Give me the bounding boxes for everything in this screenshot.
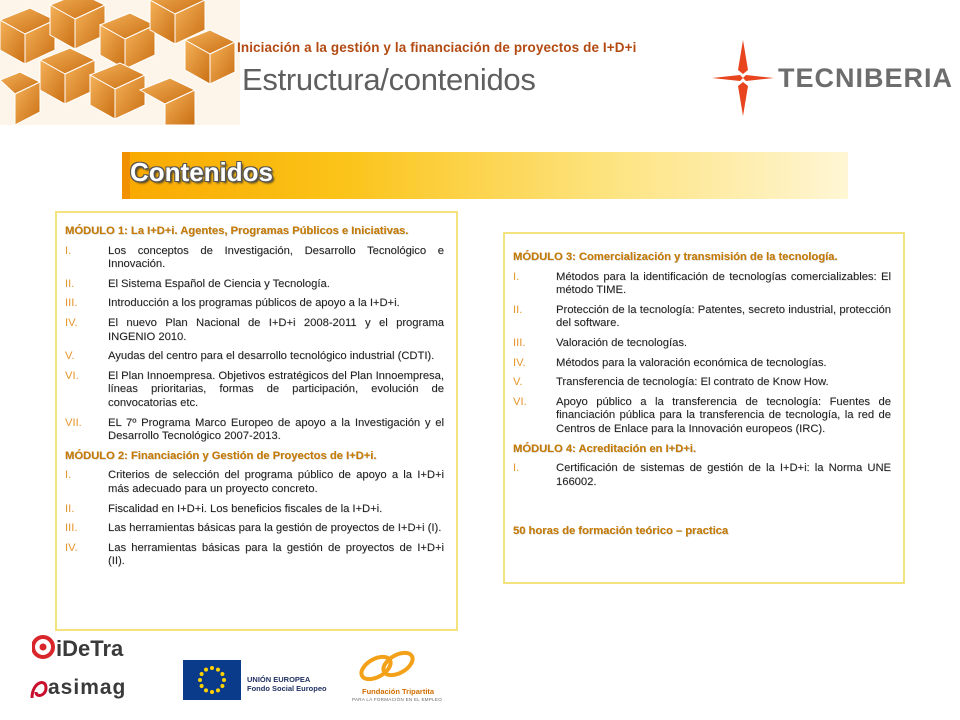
right-content-panel	[503, 232, 905, 584]
list-item	[65, 503, 444, 517]
item-numeral: IV.	[65, 316, 78, 329]
list-item	[65, 522, 444, 536]
item-numeral: I.	[513, 462, 520, 475]
eu-flag-icon	[183, 660, 241, 700]
module-heading: MÓDULO 1: La I+D+i. Agentes, Programas Públicos e Iniciativas.	[65, 225, 409, 237]
module-2	[65, 450, 444, 569]
item-numeral: III.	[513, 336, 526, 349]
training-hours-note: 50 horas de formación teórico – practica	[513, 525, 729, 538]
module-heading: MÓDULO 4: Acreditación en I+D+i.	[513, 442, 696, 455]
list-item	[65, 245, 444, 272]
item-numeral: II.	[513, 303, 523, 316]
module-items	[65, 245, 444, 444]
item-numeral: VII.	[65, 416, 82, 429]
item-text: El Sistema Español de Ciencia y Tecnología.	[108, 277, 330, 290]
item-text: Fiscalidad en I+D+i. Los beneficios fiscales de la I+D+i.	[108, 502, 383, 515]
item-numeral: V.	[513, 376, 523, 389]
item-numeral: III.	[65, 297, 78, 310]
page-title: Estructura/contenidos	[242, 62, 536, 97]
list-item	[65, 370, 444, 411]
item-numeral: I.	[65, 469, 72, 482]
fundacion-tripartita-text: Fundación Tripartita	[362, 687, 435, 696]
module-items	[513, 462, 891, 489]
item-numeral: III.	[65, 522, 78, 535]
module-items	[513, 271, 891, 437]
list-item	[65, 417, 444, 444]
item-text: Introducción a los programas públicos de apoyo a la I+D+i.	[108, 297, 400, 310]
banner-accent-bar	[122, 152, 130, 199]
item-text: Las herramientas básicas para la gestión de proyectos de I+D+i (I).	[108, 522, 442, 535]
list-item	[65, 297, 444, 311]
item-text: Apoyo público a la transferencia de tecnología: Fuentes de financiación pública para la transferencia de tecnología, la red de Centros de Enlace para la Innovación europeos (IRC).	[556, 395, 891, 435]
module-3	[513, 251, 891, 437]
item-numeral: I.	[65, 244, 72, 257]
idetra-logo-text: iDeTra	[56, 636, 124, 661]
item-numeral: VI.	[65, 369, 79, 382]
fundacion-tripartita-mark-icon	[348, 648, 428, 684]
module-1	[65, 225, 444, 444]
list-item	[65, 542, 444, 569]
list-item	[513, 304, 891, 331]
item-text: Criterios de selección del programa público de apoyo a la I+D+i más adecuado para un proyecto concreto.	[108, 469, 444, 495]
item-numeral: II.	[65, 277, 75, 290]
item-text: Certificación de sistemas de gestión de la I+D+i: la Norma UNE 166002.	[556, 462, 891, 488]
item-text: Valoración de tecnologías.	[556, 336, 688, 349]
item-numeral: IV.	[65, 541, 78, 554]
item-text: El nuevo Plan Nacional de I+D+i 2008-2011 y el programa INGENIO 2010.	[108, 316, 444, 343]
tecniberia-logo-text: TECNIBERIA	[778, 63, 954, 93]
list-item	[513, 376, 891, 390]
list-item	[65, 278, 444, 292]
left-content-panel	[55, 211, 458, 631]
item-text: El Plan Innoempresa. Objetivos estratégicos del Plan Innoempresa, líneas prioritarias, formas de participación, evolución de convocatorias etc.	[108, 369, 444, 409]
item-text: Métodos para la valoración económica de tecnologías.	[556, 356, 827, 369]
orange-cubes-image	[0, 0, 240, 125]
item-text: Protección de la tecnología: Patentes, secreto industrial, protección del software.	[556, 303, 891, 330]
list-item	[513, 396, 891, 437]
item-text: Las herramientas básicas para la gestión de proyectos de I+D+i (II).	[108, 541, 444, 568]
list-item	[65, 469, 444, 496]
item-numeral: IV.	[513, 356, 526, 369]
item-text: EL 7º Programa Marco Europeo de apoyo a la Investigación y el Desarrollo Tecnológico 2007-2013.	[108, 416, 444, 443]
item-numeral: V.	[65, 350, 75, 363]
tecniberia-star-mark-icon	[712, 40, 774, 116]
item-text: Los conceptos de Investigación, Desarrollo Tecnológico e Innovación.	[108, 244, 444, 271]
list-item	[513, 337, 891, 351]
item-numeral: I.	[513, 270, 520, 283]
module-heading: MÓDULO 3: Comercialización y transmisión de la tecnología.	[513, 251, 838, 263]
section-title: Contenidos	[130, 157, 273, 187]
list-item	[65, 317, 444, 344]
module-heading: MÓDULO 2: Financiación y Gestión de Proyectos de I+D+i.	[65, 449, 377, 462]
list-item	[513, 271, 891, 298]
item-text: Transferencia de tecnología: El contrato de Know How.	[556, 376, 829, 389]
module-4	[513, 443, 891, 490]
eu-stars-icon	[183, 660, 241, 700]
eu-line-1: UNIÓN EUROPEA	[247, 675, 311, 684]
fundacion-tripartita-subtext: PARA LA FORMACIÓN EN EL EMPLEO	[352, 697, 443, 702]
course-subtitle: Iniciación a la gestión y la financiación de proyectos de I+D+i	[237, 40, 637, 55]
eu-line-2: Fondo Social Europeo	[247, 684, 327, 693]
list-item	[513, 462, 891, 489]
item-numeral: II.	[65, 502, 75, 515]
module-items	[65, 469, 444, 569]
header	[0, 0, 960, 125]
list-item	[65, 350, 444, 364]
asimag-logo-text: asimag	[48, 676, 127, 699]
item-text: Ayudas del centro para el desarrollo tecnológico industrial (CDTI).	[108, 350, 435, 363]
item-text: Métodos para la identificación de tecnologías comercializables: El método TIME.	[556, 270, 891, 297]
eu-logo-text	[247, 675, 327, 693]
item-numeral: VI.	[513, 395, 527, 408]
list-item	[513, 357, 891, 371]
